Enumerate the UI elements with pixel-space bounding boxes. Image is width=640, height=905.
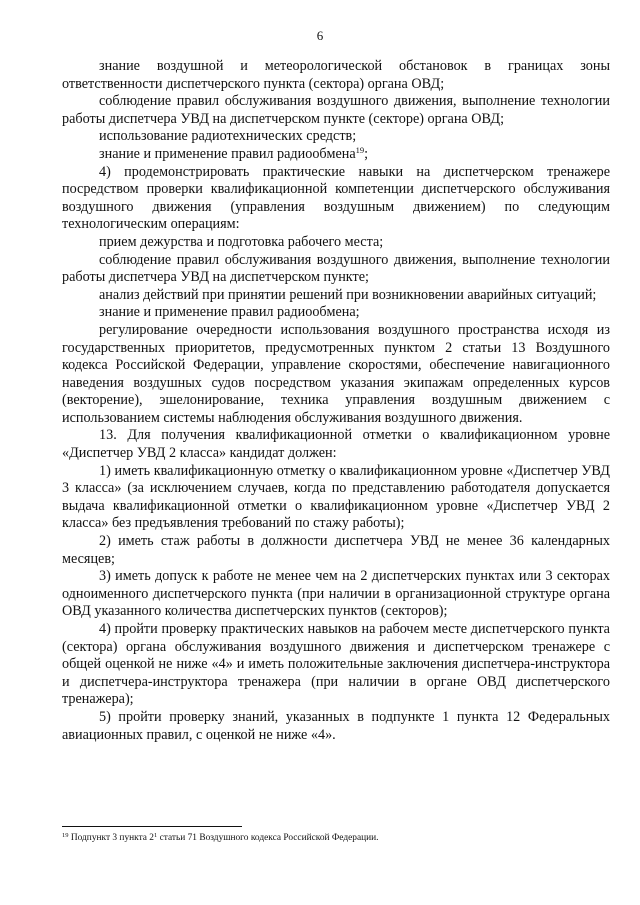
paragraph: прием дежурства и подготовка рабочего места;	[99, 233, 384, 250]
footnote-text-end: статьи 71 Воздушного кодекса Российской Федерации.	[157, 833, 379, 843]
paragraph-text: знание и применение правил радиообмена	[99, 145, 356, 162]
footnote-text: Подпункт 3 пункта 2	[68, 833, 154, 843]
footnote-reference: 19	[355, 144, 365, 155]
paragraph: анализ действий при принятии решений при возникновении аварийных ситуаций;	[99, 286, 597, 303]
document-body	[62, 58, 610, 744]
paragraph: знание и применение правил радиообмена;	[99, 304, 360, 321]
paragraph: соблюдение правил обслуживания воздушного движения, выполнение технологии работы диспетчера УВД на диспетчерском пункте;	[62, 251, 610, 286]
paragraph-radio-exchange	[62, 146, 610, 164]
footnote-separator	[62, 826, 242, 827]
paragraph: 5) пройти проверку знаний, указанных в подпункте 1 пункта 12 Федеральных авиационных правил, с оценкой не ниже «4».	[62, 708, 610, 743]
paragraph: 1) иметь квалификационную отметку о квалификационном уровне «Диспетчер УВД 3 класса» (за исключением случаев, когда по представлению работодателя допускается выдача квалификационной отметки о квалификационном уровне «Диспетчер УВД 2 класса» без предъявления требований по стажу работы);	[62, 462, 610, 532]
paragraph: регулирование очередности использования воздушного пространства исходя из государственных приоритетов, предусмотренных пунктом 2 статьи 13 Воздушного кодекса Российской Федерации, управление скоростями, обеспечение навигационного наведения воздушных судов посредством указания экипажам определенных курсов (векторение), эшелонирование, техника управления воздушным движением с использованием системы наблюдения обслуживания воздушного движения.	[62, 321, 610, 426]
footnote-superscript: 1	[153, 832, 158, 839]
footnote-mark: 19	[62, 832, 69, 839]
paragraph-tail: ;	[364, 145, 369, 162]
paragraph: соблюдение правил обслуживания воздушного движения, выполнение технологии работы диспетчера УВД на диспетчерском пункте (секторе) органа ОВД;	[62, 93, 610, 127]
paragraph: знание воздушной и метеорологической обстановок в границах зоны ответственности диспетчерского пункта (сектора) органа ОВД;	[62, 58, 610, 92]
paragraph: 4) продемонстрировать практические навыки на диспетчерском тренажере посредством проверки квалификационной компетенции диспетчерского обслуживания воздушного движения (управления воздушным движением) по следующим технологическим операциям:	[62, 163, 610, 233]
paragraph: использование радиотехнических средств;	[99, 128, 357, 145]
paragraph: 2) иметь стаж работы в должности диспетчера УВД не менее 36 календарных месяцев;	[62, 533, 610, 567]
footnote	[62, 832, 610, 844]
paragraph: 4) пройти проверку практических навыков на рабочем месте диспетчерского пункта (сектора) органа обслуживания воздушного движения и диспетчерском тренажере с общей оценкой не ниже «4» и иметь положительные заключения диспетчера-инструктора и диспетчера-инструктора тренажера (при наличии в органе ОВД диспетчерского тренажера);	[62, 621, 610, 708]
paragraph: 3) иметь допуск к работе не менее чем на 2 диспетчерских пунктах или 3 секторах одноименного диспетчерского пункта (при наличии в организационной структуре органа ОВД указанного количества диспетчерских пунктов (секторов);	[62, 568, 610, 620]
paragraph: 13. Для получения квалификационной отметки о квалификационном уровне «Диспетчер УВД 2 класса» кандидат должен:	[62, 427, 610, 462]
page-number: 6	[316, 28, 324, 43]
